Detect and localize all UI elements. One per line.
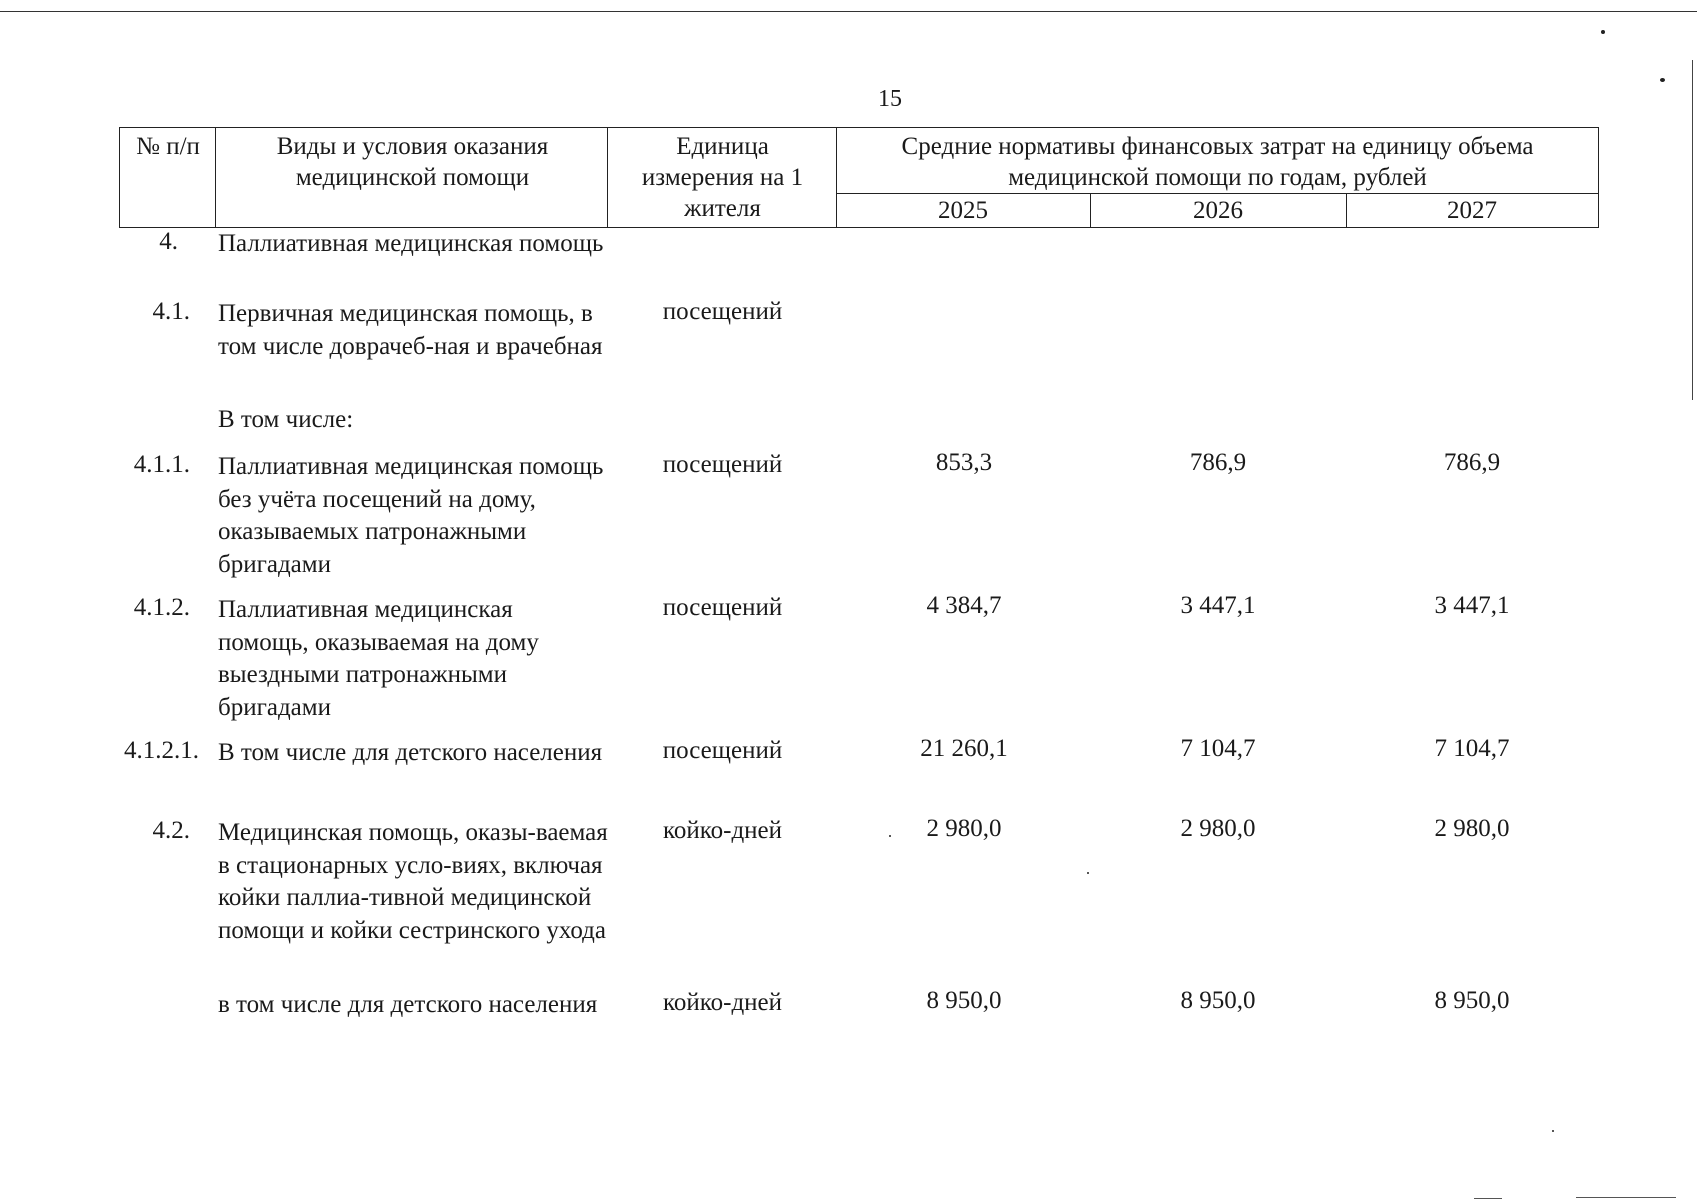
- row-unit: посещений: [662, 451, 783, 478]
- row-unit: посещений: [662, 594, 783, 621]
- row-name: Медицинская помощь, оказы-ваемая в стационарных усло-виях, включая койки паллиа-тивной медицинской помощи и койки сестринского ухода: [218, 819, 608, 944]
- row-number: 4.1.1.: [133, 451, 190, 478]
- row-number: 4.1.: [152, 298, 190, 325]
- row-name: Паллиативная медицинская помощь без учёта посещений на дому, оказываемых патронажными бригадами: [218, 453, 604, 578]
- row-value-2026: 8 950,0: [1180, 987, 1256, 1014]
- row-unit: койко-дней: [662, 989, 783, 1016]
- scan-dash: [1474, 1198, 1502, 1199]
- row-name: Первичная медицинская помощь, в том числе доврачеб-ная и врачебная: [218, 300, 603, 360]
- header-col-name: Виды и условия оказания медицинской помощи: [276, 133, 549, 191]
- row-value-2025: 21 260,1: [920, 735, 1008, 762]
- row-value-2026: 7 104,7: [1180, 735, 1256, 762]
- header-year-2026: 2026: [1193, 197, 1243, 224]
- header-col-num: № п/п: [136, 133, 200, 160]
- row-value-2027: 3 447,1: [1434, 592, 1510, 619]
- row-value-2027: 2 980,0: [1434, 815, 1510, 842]
- row-value-2025: 2 980,0: [926, 815, 1002, 842]
- scan-edge-right: [1692, 60, 1693, 400]
- scan-speck: [1552, 1130, 1554, 1132]
- row-name: Паллиативная медицинская помощь: [218, 230, 604, 257]
- header-col-unit: Единица измерения на 1 жителя: [641, 133, 804, 222]
- row-value-2025: 8 950,0: [926, 987, 1002, 1014]
- row-number: 4.2.: [152, 817, 190, 844]
- scan-speck: [1660, 78, 1665, 82]
- header-year-2027: 2027: [1447, 197, 1497, 224]
- header-divider: [215, 128, 216, 227]
- row-value-2026: 3 447,1: [1180, 592, 1256, 619]
- row-number: 4.1.2.1.: [124, 737, 199, 764]
- scan-speck: [1601, 30, 1605, 34]
- row-unit: койко-дней: [662, 817, 783, 844]
- row-number: 4.1.2.: [133, 594, 190, 621]
- row-name: В том числе:: [218, 406, 354, 433]
- row-value-2026: 2 980,0: [1180, 815, 1256, 842]
- row-number: 4.: [159, 228, 178, 255]
- header-col-norms: Средние нормативы финансовых затрат на единицу объема медицинской помощи по годам, рублей: [901, 133, 1534, 191]
- header-divider: [607, 128, 608, 227]
- row-name: В том числе для детского населения: [218, 739, 603, 766]
- row-unit: посещений: [662, 298, 783, 325]
- scan-dash: [1576, 1197, 1676, 1198]
- page-number: 15: [878, 86, 902, 112]
- row-value-2027: 786,9: [1443, 449, 1501, 476]
- row-value-2025: 853,3: [935, 449, 993, 476]
- row-name: Паллиативная медицинская помощь, оказываемая на дому выездными патронажными бригадами: [218, 596, 539, 721]
- scan-edge-top: [0, 11, 1697, 12]
- scan-speck: [1087, 872, 1089, 874]
- row-value-2025: 4 384,7: [926, 592, 1002, 619]
- row-value-2027: 8 950,0: [1434, 987, 1510, 1014]
- row-unit: посещений: [662, 737, 783, 764]
- row-name: в том числе для детского населения: [218, 991, 598, 1018]
- row-value-2027: 7 104,7: [1434, 735, 1510, 762]
- row-value-2026: 786,9: [1189, 449, 1247, 476]
- header-year-2025: 2025: [938, 197, 988, 224]
- header-year-divider: [836, 193, 1598, 194]
- table-header: [119, 127, 1599, 228]
